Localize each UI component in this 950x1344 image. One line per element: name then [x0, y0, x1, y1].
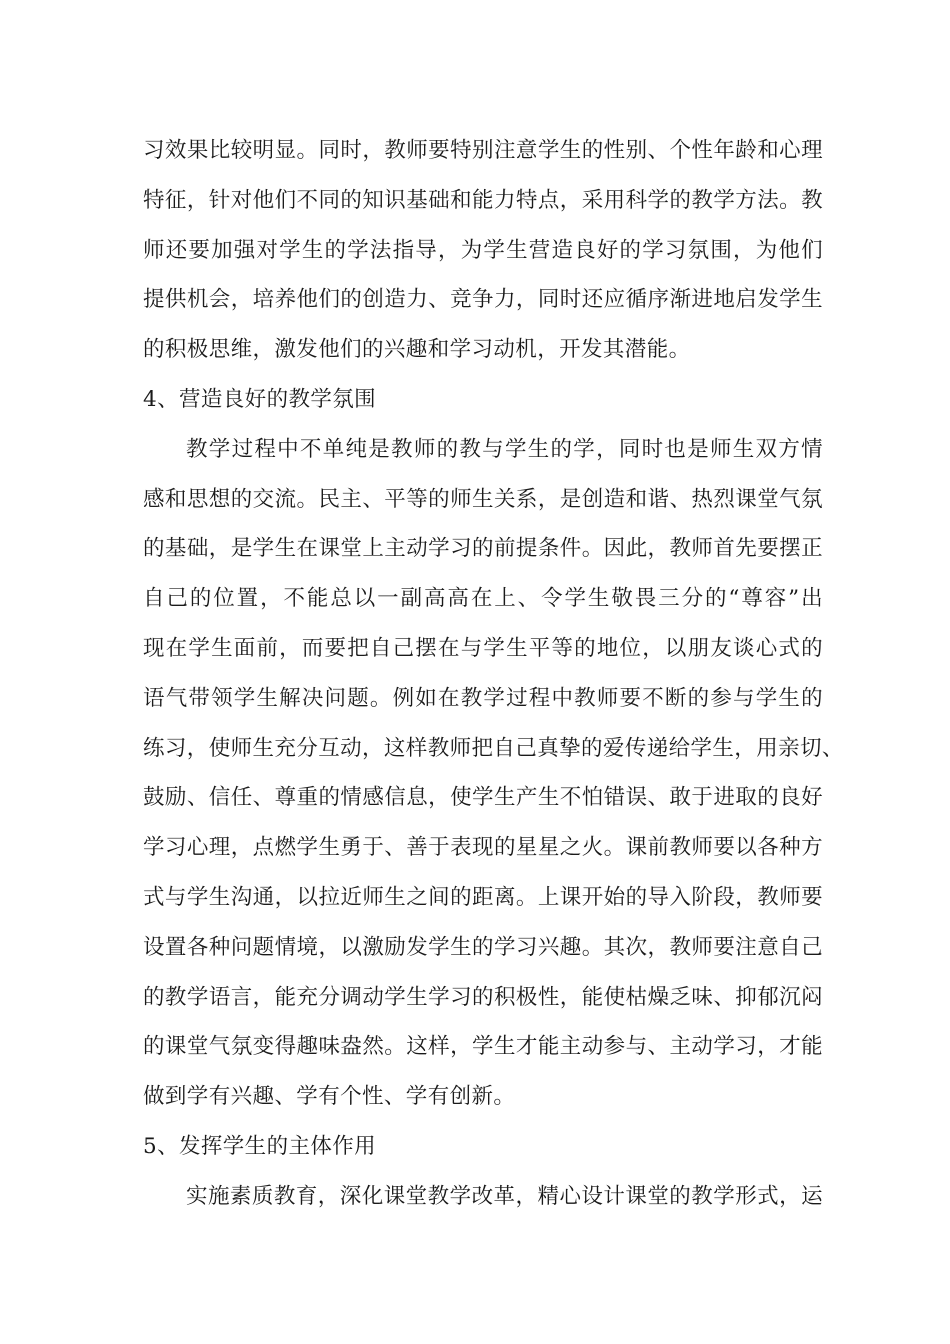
text-line: 学习心理，点燃学生勇于、善于表现的星星之火。课前教师要以各种方	[143, 835, 823, 861]
text-line: 鼓励、信任、尊重的情感信息，使学生产生不怕错误、敢于进取的良好	[143, 785, 823, 811]
text-line: 的教学语言，能充分调动学生学习的积极性，能使枯燥乏味、抑郁沉闷	[143, 984, 823, 1010]
text-line: 师还要加强对学生的学法指导，为学生营造良好的学习氛围，为他们	[143, 237, 823, 263]
text-line: 现在学生面前，而要把自己摆在与学生平等的地位，以朋友谈心式的	[143, 635, 823, 661]
text-line: 练习，使师生充分互动，这样教师把自己真挚的爱传递给学生，用亲切、	[143, 735, 844, 761]
text-line: 提供机会，培养他们的创造力、竞争力，同时还应循序渐进地启发学生	[143, 287, 823, 313]
text-line: 习效果比较明显。同时，教师要特别注意学生的性别、个性年龄和心理	[143, 138, 823, 163]
section-heading: 4、营造良好的教学氛围	[143, 386, 377, 412]
text-line: 做到学有兴趣、学有个性、学有创新。	[143, 1084, 516, 1110]
text-line: 的课堂气氛变得趣味盎然。这样，学生才能主动参与、主动学习，才能	[143, 1034, 823, 1060]
text-line: 的积极思维，激发他们的兴趣和学习动机，开发其潜能。	[143, 337, 691, 363]
paragraph-first-line: 实施素质教育，深化课堂教学改革，精心设计课堂的教学形式，运	[186, 1183, 823, 1209]
paragraph-first-line: 教学过程中不单纯是教师的教与学生的学，同时也是师生双方情	[186, 436, 823, 462]
section-heading: 5、发挥学生的主体作用	[143, 1133, 377, 1159]
text-line: 感和思想的交流。民主、平等的师生关系，是创造和谐、热烈课堂气氛	[143, 486, 823, 512]
text-line: 式与学生沟通，以拉近师生之间的距离。上课开始的导入阶段，教师要	[143, 884, 823, 910]
text-line: 自己的位置，不能总以一副高高在上、令学生敬畏三分的“尊容”出	[143, 586, 823, 612]
text-line: 设置各种问题情境，以激励发学生的学习兴趣。其次，教师要注意自己	[143, 934, 823, 960]
text-line: 特征，针对他们不同的知识基础和能力特点，采用科学的教学方法。教	[143, 187, 823, 213]
text-line: 语气带领学生解决问题。例如在教学过程中教师要不断的参与学生的	[143, 685, 823, 711]
document-body	[143, 126, 844, 1222]
text-line: 的基础，是学生在课堂上主动学习的前提条件。因此，教师首先要摆正	[143, 536, 823, 562]
